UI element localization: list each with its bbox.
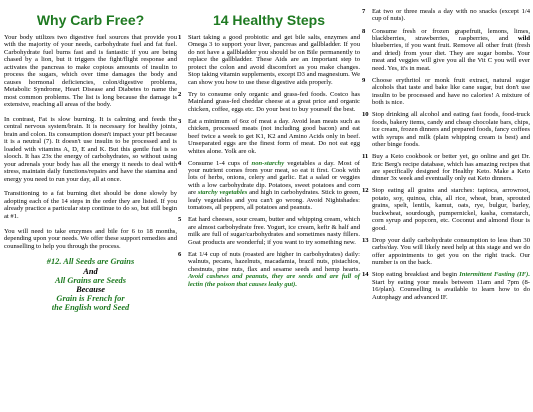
step-13	[362, 237, 530, 267]
step-text-post: Start by eating your meals between 11am and 7pm (8-16/plan). Counselling is available to learn how to do Autophagy and advanced IF.	[372, 278, 530, 301]
step-text: Stop eating all grains and starches: tapioca, arrowroot, potato, soy, quinoa, chia, all rice, wheat, bran, sprouted grains, spelt, lentils, kamut, oats, rye, bulgur, barley, buckwheat, sourdough, pumpernickel, kasha, cornstarch, corn syrup and popcorn, etc. Coconut and almond flour is good.	[372, 187, 530, 232]
step-number: 4	[178, 159, 182, 167]
step-1	[178, 34, 360, 86]
step-9	[362, 77, 530, 107]
step-number: 11	[362, 153, 369, 161]
step-text-post: vegetables a day. Most of your nutrient comes from your meat, so eat it first. Cook with lots of herbs, onions, celery and garlic. Eat a salad or veggies with a low carbohydrate dip. Potatoes, sweet potatoes and corn are	[188, 159, 360, 197]
step-5	[178, 216, 360, 246]
step-text: Buy a Keto cookbook or better yet, go online and get Dr. Eric Berg's recipe database, which has amazing recipes that are specifically designed for Healthy Keto. Make a Keto dinner 3x week and eventually only eat Keto dinners.	[372, 153, 530, 183]
step-2	[178, 91, 360, 113]
step-10	[362, 111, 530, 148]
step-text: Drop your daily carbohydrate consumption to less than 30 carbs/day. You will likely need help at this stage and we do offer appointments to get you on the right track. Our number is on the back.	[372, 236, 530, 267]
step-text-pre: Consume fresh or frozen grapefruit, lemons, limes, blackberries, strawberries, raspberries, and	[372, 27, 530, 42]
step-text: Start taking a good probiotic and get bile salts, enzymes and Omega 3 to support your liver, pancreas and gallbladder. If you do not have a gallbladder you should be on Bile permanently to replace the gallbladder. These Aids are an important step to protect the colon and avoid discomfort as you make changes. Stop taking vitamin supplements, except D3 and magnesium. We can show you how to use these digestive aids properly.	[188, 34, 360, 86]
steps-continued-column	[362, 0, 530, 306]
step-number: 1	[178, 34, 182, 41]
seeds-grains-callout	[4, 257, 177, 312]
step-number: 14	[362, 271, 369, 279]
callout-line-3: All Grains are Seeds	[55, 275, 126, 285]
step-text: Eat two or three meals a day with no snacks (except 1/4 cup of nuts).	[372, 8, 530, 23]
why-carb-free-column	[4, 0, 177, 313]
step-number: 2	[178, 90, 182, 98]
step-6	[178, 251, 360, 288]
step-number: 6	[178, 250, 182, 258]
steps-list-7-14	[362, 0, 530, 301]
step-number: 3	[178, 117, 182, 125]
step-number: 5	[178, 216, 182, 224]
step-text-post: blueberries, if you want fruit. Remove all other fruit (fresh and dried) from your diet. They are sugar bombs. Your meat and veggies will give you all the Vit C you will ever need. Yes, it's in meat.	[372, 42, 530, 72]
step-3	[178, 118, 360, 155]
enzymes-paragraph: You will need to take enzymes and bile for 6 to 18 months, depending upon your needs. We offer these support remedies and counselling to help you through the process.	[4, 227, 177, 250]
step-number: 12	[362, 187, 369, 195]
step-number: 9	[362, 76, 366, 84]
callout-line-6: the English word Seed	[51, 303, 130, 313]
step-text-post2: and high in carbohydrates. Stick to green, leafy vegetables and you can't go wrong. Avoid Nightshades: tomatoes, all peppers, all potatoes and peanuts.	[188, 189, 361, 212]
step-text-pre: Consume 1-4 cups of	[188, 159, 252, 167]
step-text-pre: Stop eating breakfast and begin	[372, 271, 460, 279]
step-7	[362, 8, 530, 23]
step-text-pre: Eat 1/4 cup of nuts (roasted are higher in carbohydrates) daily: walnuts, pecans, hazelnuts, macadamia, brazil nuts, pistachios, chestnuts, pine nuts, flax and sesame seeds and hemp hearts.	[188, 250, 360, 273]
wild-bold: wild	[517, 34, 530, 42]
step-text: Eat hard cheeses, sour cream, butter and whipping cream, which are almost carbohydrate free. Yogurt, ice cream, kefir & half and milk are full of sugar/carbohydrates and sometimes nasty fillers. Goat products are wonderful; if you want to try something new.	[188, 216, 360, 246]
fat-paragraph: In contrast, Fat is slow burning. It is calming and feeds the central nervous system/brain. It is necessary for healthy joints, brain and colon. Its consumption doesn't impact your pH because it is a neutral (7). It doesn't use insulin to be processed and is loaded with vitamins A, D, E and K. But this gentle fuel is so slooch. It has 23x the energy of carbohydrates, so without using your adrenals your body has all the energy it needs to deal with stress, maintain daily functions/repairs and have the stamina and energy you need to run your day, all at once.	[4, 115, 177, 183]
step-12	[362, 187, 530, 232]
step-11	[362, 153, 530, 183]
step-number: 7	[362, 8, 366, 15]
step-text: Try to consume only organic and grass-fed foods. Costco has Mainland grass-fed cheddar cheese at a great price and organic chicken, coffee, eggs etc. Do your best to buy yourself the best.	[188, 90, 360, 113]
step-text: Stop drinking all alcohol and eating fast foods, food-truck foods, bakery items, candy and cheap chocolate bars, chips, ice cream, frozen dinners and prepared foods, fancy coffees with syrups and milk (plain whipping cream is best) and other binge foods.	[372, 111, 530, 149]
why-carb-free-title: Why Carb Free?	[36, 12, 145, 28]
callout-line-1: #12. All Seeds are Grains	[46, 257, 135, 267]
starchy-vegetables-highlight: starchy vegetables	[197, 189, 248, 197]
step-number: 10	[362, 111, 369, 119]
avoid-cashews-highlight: Avoid cashews and peanuts, they are seeds and are full of lectin (the poison that causes leaky gut).	[188, 273, 360, 288]
intro-paragraph: Your body utilizes two digestive fuel sources that provide you with the majority of your needs, carbohydrate fuel and fat fuel. Carbohydrate fuel burns fast and is fantastic if you are being chased by a lion, but it triggers the fight/flight response and activates the pancreas to make copious amounts of insulin to process the sugars, which over time damages the body and causes hormonal deficiencies, colon/digestive problems, Metabolic Syndrome, Heart Disease and Diabetes to name the most common problems. The list is long because the damage is extensive, reaching all areas of the body.	[4, 34, 177, 109]
callout-line-2: And	[83, 266, 98, 276]
healthy-steps-column	[178, 0, 360, 293]
healthy-steps-title: 14 Healthy Steps	[212, 12, 326, 28]
callout-line-4: Because	[76, 284, 105, 294]
step-8	[362, 28, 530, 73]
intermittent-fasting-highlight: Intermittent Fasting (IF).	[459, 271, 530, 279]
step-number: 13	[362, 236, 369, 244]
step-4	[178, 160, 360, 212]
transition-paragraph: Transitioning to a fat burning diet should be done slowly by adopting each of the 14 steps in the order they are listed. If you already practice a particular step continue to do so, but still begin at #1.	[4, 190, 177, 220]
callout-line-5: Grain is French for	[56, 294, 125, 304]
step-text: Choose erythritol or monk fruit extract, natural sugar alcohols that taste and bake like cane sugar, but don't use insulin to be processed and have no calories! A mixture of both is nice.	[372, 76, 530, 107]
step-number: 8	[362, 27, 366, 35]
step-14	[362, 271, 530, 301]
steps-list-1-6	[178, 34, 360, 288]
step-text: Eat a minimum of 6oz of meat a day. Avoid lean meats such as chicken, processed meats (not including good bacon) and eat beef twice a week to get K1, K2 and Amino Acids only in beef. Unseparated eggs are the finest form of meat. Do not eat egg whites alone. Yolk are ok.	[188, 117, 360, 155]
non-starchy-highlight: non-starchy	[251, 159, 285, 167]
